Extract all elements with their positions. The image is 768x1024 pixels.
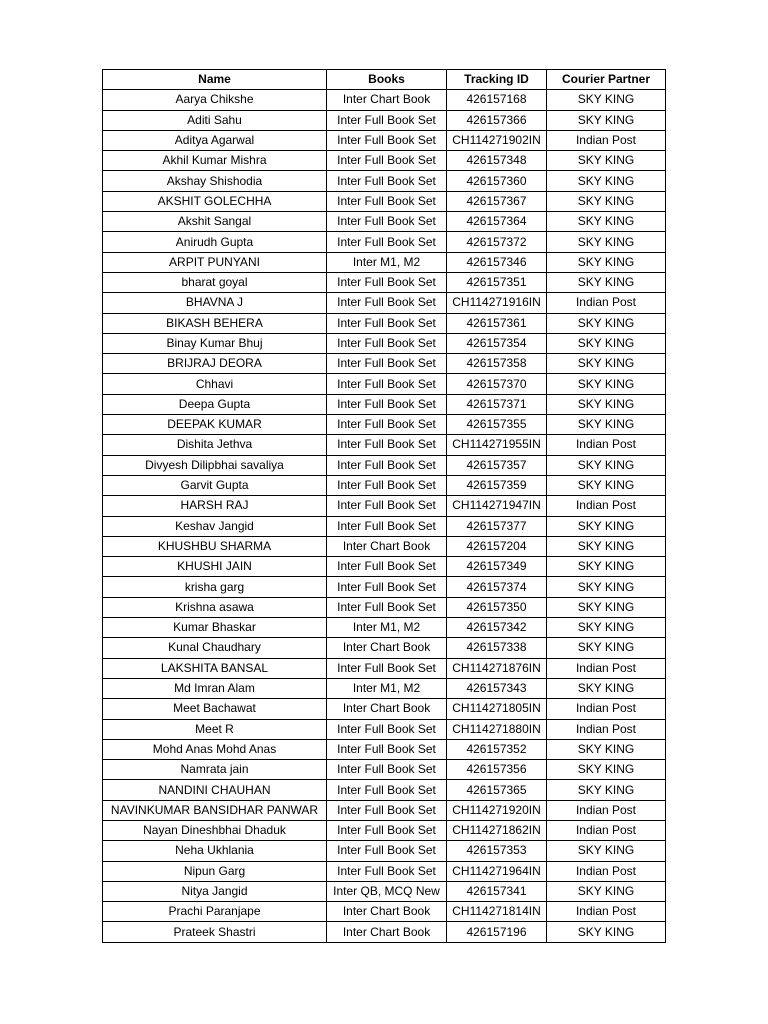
cell-courier-partner: SKY KING (547, 90, 666, 110)
cell-books: Inter Chart Book (327, 90, 447, 110)
table-body (103, 90, 666, 942)
cell-courier-partner: SKY KING (547, 881, 666, 901)
cell-books: Inter Full Book Set (327, 171, 447, 191)
cell-name: Divyesh Dilipbhai savaliya (103, 455, 327, 475)
cell-tracking-id: 426157374 (447, 577, 547, 597)
cell-courier-partner: SKY KING (547, 516, 666, 536)
header-tracking-id: Tracking ID (447, 70, 547, 90)
cell-tracking-id: 426157349 (447, 557, 547, 577)
cell-name: NAVINKUMAR BANSIDHAR PANWAR (103, 800, 327, 820)
table-row (103, 557, 666, 577)
table-row (103, 841, 666, 861)
cell-name: Krishna asawa (103, 597, 327, 617)
cell-tracking-id: 426157359 (447, 475, 547, 495)
table-row (103, 130, 666, 150)
cell-courier-partner: SKY KING (547, 333, 666, 353)
cell-courier-partner: SKY KING (547, 252, 666, 272)
cell-courier-partner: Indian Post (547, 130, 666, 150)
cell-books: Inter Full Book Set (327, 272, 447, 292)
table-row (103, 252, 666, 272)
cell-tracking-id: 426157351 (447, 272, 547, 292)
cell-tracking-id: CH114271862IN (447, 820, 547, 840)
cell-tracking-id: 426157365 (447, 780, 547, 800)
cell-tracking-id: 426157364 (447, 212, 547, 232)
cell-courier-partner: SKY KING (547, 760, 666, 780)
table-row (103, 232, 666, 252)
cell-tracking-id: CH114271876IN (447, 658, 547, 678)
cell-name: Nipun Garg (103, 861, 327, 881)
cell-name: Kunal Chaudhary (103, 638, 327, 658)
cell-name: Garvit Gupta (103, 475, 327, 495)
table-row (103, 861, 666, 881)
cell-tracking-id: 426157360 (447, 171, 547, 191)
cell-courier-partner: Indian Post (547, 293, 666, 313)
cell-tracking-id: 426157367 (447, 191, 547, 211)
table-row (103, 455, 666, 475)
cell-courier-partner: Indian Post (547, 719, 666, 739)
table-row (103, 760, 666, 780)
cell-tracking-id: 426157343 (447, 678, 547, 698)
cell-books: Inter Full Book Set (327, 232, 447, 252)
cell-tracking-id: 426157355 (447, 415, 547, 435)
cell-tracking-id: 426157168 (447, 90, 547, 110)
cell-books: Inter Full Book Set (327, 577, 447, 597)
table-row (103, 881, 666, 901)
cell-books: Inter Full Book Set (327, 293, 447, 313)
cell-tracking-id: CH114271814IN (447, 902, 547, 922)
cell-tracking-id: 426157361 (447, 313, 547, 333)
cell-tracking-id: 426157341 (447, 881, 547, 901)
cell-name: Meet Bachawat (103, 699, 327, 719)
cell-name: Kumar Bhaskar (103, 618, 327, 638)
table-row (103, 739, 666, 759)
cell-courier-partner: Indian Post (547, 861, 666, 881)
cell-name: KHUSHI JAIN (103, 557, 327, 577)
table-header-row (103, 70, 666, 90)
cell-books: Inter Chart Book (327, 902, 447, 922)
table-row (103, 110, 666, 130)
cell-name: Prachi Paranjape (103, 902, 327, 922)
cell-courier-partner: SKY KING (547, 232, 666, 252)
cell-courier-partner: Indian Post (547, 800, 666, 820)
cell-name: Neha Ukhlania (103, 841, 327, 861)
table-row (103, 536, 666, 556)
cell-tracking-id: 426157358 (447, 354, 547, 374)
cell-courier-partner: SKY KING (547, 841, 666, 861)
table-row (103, 597, 666, 617)
cell-tracking-id: 426157346 (447, 252, 547, 272)
table-row (103, 577, 666, 597)
cell-name: Md Imran Alam (103, 678, 327, 698)
cell-tracking-id: 426157370 (447, 374, 547, 394)
cell-courier-partner: SKY KING (547, 374, 666, 394)
cell-tracking-id: CH114271964IN (447, 861, 547, 881)
cell-books: Inter Full Book Set (327, 435, 447, 455)
shipment-table (102, 69, 666, 943)
cell-name: LAKSHITA BANSAL (103, 658, 327, 678)
cell-name: Aditya Agarwal (103, 130, 327, 150)
cell-name: KHUSHBU SHARMA (103, 536, 327, 556)
table-row (103, 516, 666, 536)
cell-courier-partner: SKY KING (547, 922, 666, 942)
cell-tracking-id: CH114271947IN (447, 496, 547, 516)
cell-tracking-id: 426157366 (447, 110, 547, 130)
cell-books: Inter Full Book Set (327, 516, 447, 536)
cell-tracking-id: 426157357 (447, 455, 547, 475)
cell-books: Inter Full Book Set (327, 110, 447, 130)
cell-books: Inter Full Book Set (327, 496, 447, 516)
cell-courier-partner: Indian Post (547, 496, 666, 516)
cell-name: ARPIT PUNYANI (103, 252, 327, 272)
cell-books: Inter Chart Book (327, 699, 447, 719)
cell-name: Nitya Jangid (103, 881, 327, 901)
cell-tracking-id: 426157354 (447, 333, 547, 353)
cell-tracking-id: 426157342 (447, 618, 547, 638)
table-row (103, 333, 666, 353)
cell-name: Mohd Anas Mohd Anas (103, 739, 327, 759)
table-row (103, 212, 666, 232)
cell-name: Namrata jain (103, 760, 327, 780)
cell-name: Anirudh Gupta (103, 232, 327, 252)
cell-tracking-id: 426157372 (447, 232, 547, 252)
cell-name: Chhavi (103, 374, 327, 394)
cell-books: Inter M1, M2 (327, 618, 447, 638)
table-row (103, 394, 666, 414)
cell-name: Deepa Gupta (103, 394, 327, 414)
cell-name: DEEPAK KUMAR (103, 415, 327, 435)
cell-courier-partner: SKY KING (547, 678, 666, 698)
cell-name: Binay Kumar Bhuj (103, 333, 327, 353)
cell-books: Inter Full Book Set (327, 820, 447, 840)
table-row (103, 171, 666, 191)
cell-tracking-id: 426157204 (447, 536, 547, 556)
cell-courier-partner: SKY KING (547, 739, 666, 759)
table-row (103, 902, 666, 922)
cell-books: Inter Full Book Set (327, 130, 447, 150)
cell-tracking-id: CH114271902IN (447, 130, 547, 150)
cell-courier-partner: Indian Post (547, 435, 666, 455)
cell-courier-partner: SKY KING (547, 394, 666, 414)
cell-name: NANDINI CHAUHAN (103, 780, 327, 800)
cell-books: Inter Full Book Set (327, 455, 447, 475)
cell-books: Inter Full Book Set (327, 861, 447, 881)
cell-courier-partner: Indian Post (547, 902, 666, 922)
cell-tracking-id: 426157377 (447, 516, 547, 536)
table-row (103, 293, 666, 313)
cell-courier-partner: SKY KING (547, 557, 666, 577)
cell-books: Inter Full Book Set (327, 415, 447, 435)
cell-courier-partner: SKY KING (547, 780, 666, 800)
cell-books: Inter Full Book Set (327, 739, 447, 759)
cell-books: Inter Chart Book (327, 536, 447, 556)
cell-courier-partner: SKY KING (547, 618, 666, 638)
cell-name: bharat goyal (103, 272, 327, 292)
cell-tracking-id: CH114271920IN (447, 800, 547, 820)
cell-books: Inter Full Book Set (327, 780, 447, 800)
cell-courier-partner: SKY KING (547, 272, 666, 292)
table-row (103, 678, 666, 698)
cell-name: AKSHIT GOLECHHA (103, 191, 327, 211)
cell-name: Dishita Jethva (103, 435, 327, 455)
cell-books: Inter Full Book Set (327, 760, 447, 780)
cell-courier-partner: SKY KING (547, 475, 666, 495)
cell-name: BIKASH BEHERA (103, 313, 327, 333)
cell-books: Inter Full Book Set (327, 557, 447, 577)
table-row (103, 820, 666, 840)
table-row (103, 699, 666, 719)
cell-name: Akshit Sangal (103, 212, 327, 232)
table-row (103, 151, 666, 171)
cell-courier-partner: SKY KING (547, 110, 666, 130)
cell-courier-partner: Indian Post (547, 658, 666, 678)
cell-name: Meet R (103, 719, 327, 739)
cell-name: BRIJRAJ DEORA (103, 354, 327, 374)
table-row (103, 374, 666, 394)
cell-courier-partner: SKY KING (547, 536, 666, 556)
cell-name: Aditi Sahu (103, 110, 327, 130)
cell-tracking-id: CH114271805IN (447, 699, 547, 719)
cell-books: Inter Full Book Set (327, 354, 447, 374)
table-row (103, 780, 666, 800)
table-row (103, 90, 666, 110)
cell-books: Inter Full Book Set (327, 374, 447, 394)
table-row (103, 800, 666, 820)
cell-books: Inter Chart Book (327, 638, 447, 658)
table-row (103, 313, 666, 333)
table-row (103, 922, 666, 942)
cell-tracking-id: 426157356 (447, 760, 547, 780)
table-row (103, 272, 666, 292)
cell-tracking-id: 426157350 (447, 597, 547, 617)
table-row (103, 191, 666, 211)
cell-courier-partner: Indian Post (547, 820, 666, 840)
cell-name: BHAVNA J (103, 293, 327, 313)
table-row (103, 415, 666, 435)
cell-name: krisha garg (103, 577, 327, 597)
cell-name: Akshay Shishodia (103, 171, 327, 191)
cell-books: Inter Full Book Set (327, 800, 447, 820)
cell-name: Aarya Chikshe (103, 90, 327, 110)
table-row (103, 658, 666, 678)
cell-books: Inter Full Book Set (327, 658, 447, 678)
cell-tracking-id: 426157338 (447, 638, 547, 658)
header-books: Books (327, 70, 447, 90)
table-row (103, 719, 666, 739)
cell-name: Nayan Dineshbhai Dhaduk (103, 820, 327, 840)
shipment-table-container (102, 69, 666, 943)
cell-books: Inter Full Book Set (327, 313, 447, 333)
cell-tracking-id: CH114271880IN (447, 719, 547, 739)
cell-tracking-id: 426157353 (447, 841, 547, 861)
header-courier-partner: Courier Partner (547, 70, 666, 90)
cell-books: Inter Full Book Set (327, 394, 447, 414)
cell-books: Inter Full Book Set (327, 719, 447, 739)
cell-tracking-id: CH114271916IN (447, 293, 547, 313)
cell-tracking-id: CH114271955IN (447, 435, 547, 455)
cell-courier-partner: SKY KING (547, 577, 666, 597)
cell-books: Inter Full Book Set (327, 151, 447, 171)
cell-courier-partner: SKY KING (547, 354, 666, 374)
table-row (103, 354, 666, 374)
cell-books: Inter QB, MCQ New (327, 881, 447, 901)
table-row (103, 638, 666, 658)
cell-books: Inter Full Book Set (327, 191, 447, 211)
cell-books: Inter Chart Book (327, 922, 447, 942)
table-row (103, 496, 666, 516)
cell-courier-partner: SKY KING (547, 638, 666, 658)
cell-courier-partner: SKY KING (547, 191, 666, 211)
cell-courier-partner: SKY KING (547, 597, 666, 617)
table-row (103, 618, 666, 638)
cell-tracking-id: 426157352 (447, 739, 547, 759)
cell-books: Inter Full Book Set (327, 841, 447, 861)
cell-tracking-id: 426157371 (447, 394, 547, 414)
cell-courier-partner: SKY KING (547, 455, 666, 475)
cell-books: Inter Full Book Set (327, 333, 447, 353)
header-name: Name (103, 70, 327, 90)
cell-tracking-id: 426157348 (447, 151, 547, 171)
cell-courier-partner: SKY KING (547, 151, 666, 171)
cell-courier-partner: SKY KING (547, 212, 666, 232)
cell-books: Inter M1, M2 (327, 678, 447, 698)
table-row (103, 475, 666, 495)
cell-books: Inter Full Book Set (327, 597, 447, 617)
cell-tracking-id: 426157196 (447, 922, 547, 942)
cell-courier-partner: SKY KING (547, 313, 666, 333)
cell-courier-partner: SKY KING (547, 171, 666, 191)
cell-name: HARSH RAJ (103, 496, 327, 516)
cell-courier-partner: SKY KING (547, 415, 666, 435)
cell-courier-partner: Indian Post (547, 699, 666, 719)
cell-books: Inter M1, M2 (327, 252, 447, 272)
cell-name: Prateek Shastri (103, 922, 327, 942)
table-row (103, 435, 666, 455)
cell-books: Inter Full Book Set (327, 212, 447, 232)
cell-name: Keshav Jangid (103, 516, 327, 536)
cell-name: Akhil Kumar Mishra (103, 151, 327, 171)
cell-books: Inter Full Book Set (327, 475, 447, 495)
